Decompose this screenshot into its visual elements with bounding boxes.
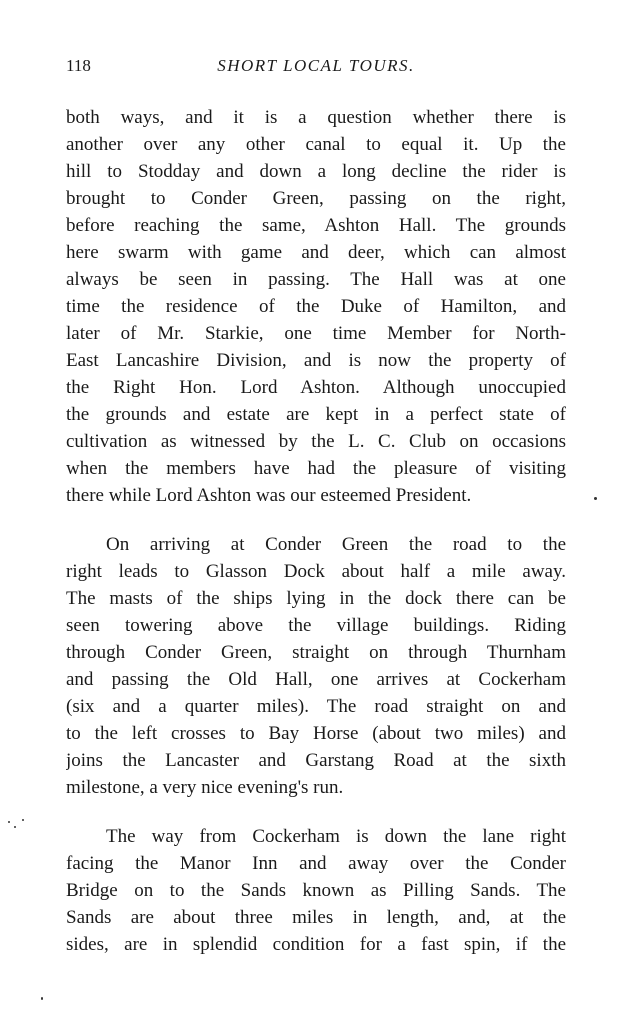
text-line: through Conder Green, straight on through Thurnham <box>66 642 566 663</box>
text-line: there while Lord Ashton was our esteemed President. <box>66 485 472 506</box>
text-line: brought to Conder Green, passing on the right, <box>66 188 566 209</box>
text-line: joins the Lancaster and Garstang Road at the sixth <box>66 750 566 771</box>
text-line: milestone, a very nice evening's run. <box>66 777 344 798</box>
text-line: seen towering above the village buildings. Riding <box>66 615 566 636</box>
text-line: when the members have had the pleasure of visiting <box>66 458 566 479</box>
scan-speck <box>41 997 43 1000</box>
text-line: East Lancashire Division, and is now the property of <box>66 350 566 371</box>
text-line: here swarm with game and deer, which can almost <box>66 242 566 263</box>
text-line: right leads to Glasson Dock about half a mile away. <box>66 561 566 582</box>
scan-speck <box>22 819 24 821</box>
paragraph <box>66 531 566 801</box>
text-line: The way from Cockerham is down the lane right <box>106 826 566 847</box>
running-title: SHORT LOCAL TOURS. <box>217 56 415 75</box>
text-line: before reaching the same, Ashton Hall. The grounds <box>66 215 566 236</box>
text-line: On arriving at Conder Green the road to the <box>106 534 566 555</box>
scan-speck <box>14 826 16 828</box>
text-line: facing the Manor Inn and away over the Conder <box>66 853 566 874</box>
page-number: 118 <box>66 56 91 75</box>
text-line: The masts of the ships lying in the dock there can be <box>66 588 566 609</box>
text-line: sides, are in splendid condition for a fast spin, if the <box>66 934 566 955</box>
text-line: (six and a quarter miles). The road straight on and <box>66 696 566 717</box>
text-line: cultivation as witnessed by the L. C. Club on occasions <box>66 431 566 452</box>
text-line: to the left crosses to Bay Horse (about two miles) and <box>66 723 566 744</box>
scan-speck <box>8 821 10 823</box>
paragraph <box>66 104 566 509</box>
text-line: Bridge on to the Sands known as Pilling Sands. The <box>66 880 566 901</box>
body-text <box>66 104 566 958</box>
scan-speck <box>594 497 597 500</box>
text-line: hill to Stodday and down a long decline the rider is <box>66 161 566 182</box>
text-line: the grounds and estate are kept in a perfect state of <box>66 404 566 425</box>
text-line: later of Mr. Starkie, one time Member for North- <box>66 323 566 344</box>
text-line: another over any other canal to equal it. Up the <box>66 134 566 155</box>
page-header <box>66 56 566 80</box>
paragraph <box>66 823 566 958</box>
text-line: both ways, and it is a question whether there is <box>66 107 566 128</box>
text-line: and passing the Old Hall, one arrives at Cockerham <box>66 669 566 690</box>
text-line: always be seen in passing. The Hall was at one <box>66 269 566 290</box>
text-line: time the residence of the Duke of Hamilton, and <box>66 296 566 317</box>
text-line: the Right Hon. Lord Ashton. Although unoccupied <box>66 377 566 398</box>
text-line: Sands are about three miles in length, and, at the <box>66 907 566 928</box>
